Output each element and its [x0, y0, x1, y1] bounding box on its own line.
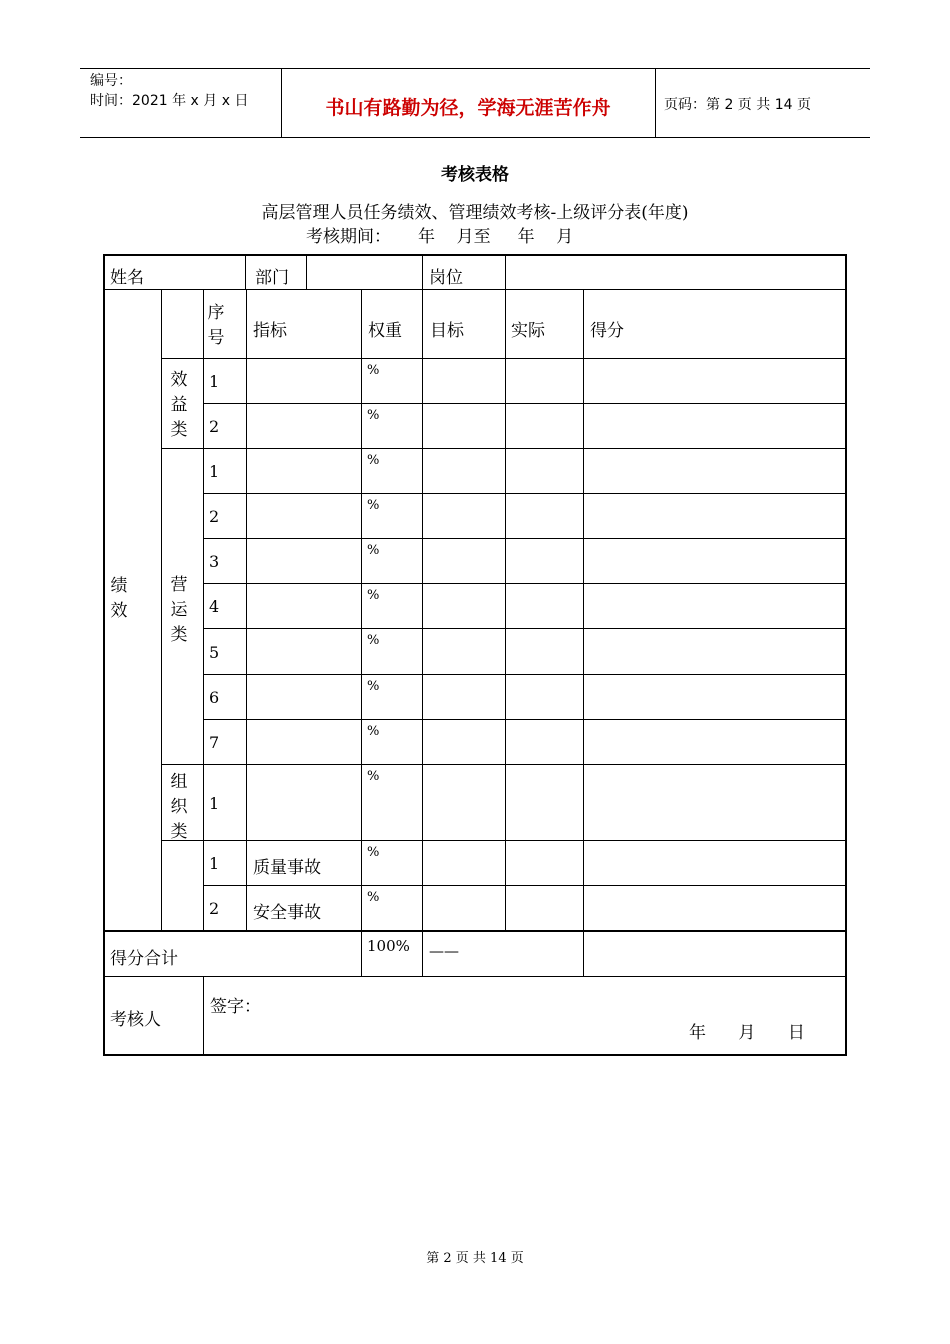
group-performance: 绩效 — [110, 576, 128, 621]
row-line — [161, 448, 845, 449]
assessor-label: 考核人 — [110, 1010, 161, 1030]
weight-percent: % — [367, 498, 380, 513]
col-line — [161, 289, 162, 931]
weight-percent: % — [367, 363, 380, 378]
item-quality-accident: 质量事故 — [253, 858, 321, 878]
row-line — [203, 583, 845, 584]
total-label: 得分合计 — [110, 949, 178, 969]
seq-number: 1 — [209, 372, 220, 391]
row-line — [161, 358, 845, 359]
signature-date: 年 月 日 — [689, 1023, 805, 1043]
category-benefit: 效益类 — [170, 370, 188, 440]
document-header — [80, 68, 870, 138]
col-header-seq: 序号 — [207, 303, 225, 348]
row-line — [203, 885, 845, 886]
col-line — [361, 289, 362, 976]
row-line — [203, 719, 845, 720]
row-line — [105, 289, 845, 290]
doc-title: 考核表格 — [441, 165, 509, 185]
weight-percent: % — [367, 769, 380, 784]
signature-label: 签字： — [210, 997, 261, 1017]
seq-number: 5 — [209, 643, 220, 662]
col-header-index: 指标 — [253, 321, 287, 341]
dept-label: 部门 — [255, 268, 289, 288]
col-header-score: 得分 — [590, 321, 624, 341]
category-organization: 组织类 — [170, 772, 188, 842]
row-line — [203, 403, 845, 404]
page-footer: 第 2 页 共 14 页 — [426, 1251, 524, 1266]
col-line — [245, 256, 246, 289]
weight-percent: % — [367, 453, 380, 468]
col-header-target: 目标 — [430, 321, 464, 341]
row-line — [203, 538, 845, 539]
col-line — [203, 289, 204, 931]
col-line — [246, 289, 247, 931]
col-line — [306, 256, 307, 289]
row-line — [203, 493, 845, 494]
weight-percent: % — [367, 408, 380, 423]
row-line — [105, 976, 845, 977]
col-line — [583, 289, 584, 976]
weight-percent: % — [367, 890, 380, 905]
col-line — [203, 976, 204, 1054]
number-label: 编号： — [90, 73, 132, 89]
motto: 书山有路勤为径，学海无涯苦作舟 — [325, 97, 611, 119]
weight-percent: % — [367, 633, 380, 648]
col-line — [505, 256, 506, 931]
name-label: 姓名 — [110, 268, 144, 288]
assessment-period: 考核期间： 年 月至 年 月 — [306, 227, 574, 247]
col-line — [422, 256, 423, 976]
col-header-weight: 权重 — [368, 321, 402, 341]
row-line — [161, 764, 845, 765]
weight-percent: % — [367, 724, 380, 739]
seq-number: 7 — [209, 733, 220, 752]
seq-number: 1 — [209, 854, 220, 873]
doc-subtitle: 高层管理人员任务绩效、管理绩效考核-上级评分表(年度) — [261, 203, 689, 223]
row-line — [203, 628, 845, 629]
seq-number: 4 — [209, 597, 220, 616]
page-info: 页码：第 2 页 共 14 页 — [664, 97, 811, 113]
weight-percent: % — [367, 543, 380, 558]
seq-number: 6 — [209, 688, 220, 707]
header-divider — [655, 69, 656, 137]
total-dash: —— — [429, 942, 459, 960]
weight-percent: % — [367, 679, 380, 694]
seq-number: 2 — [209, 417, 220, 436]
row-line — [105, 930, 845, 932]
weight-percent: % — [367, 845, 380, 860]
row-line — [161, 840, 845, 841]
seq-number: 1 — [209, 462, 220, 481]
seq-number: 2 — [209, 899, 220, 918]
weight-percent: % — [367, 588, 380, 603]
position-label: 岗位 — [429, 268, 463, 288]
header-meta — [90, 71, 248, 111]
total-weight: 100% — [367, 937, 410, 955]
evaluation-form — [103, 254, 847, 1056]
seq-number: 1 — [209, 794, 220, 813]
row-line — [203, 674, 845, 675]
col-header-actual: 实际 — [511, 321, 545, 341]
seq-number: 2 — [209, 507, 220, 526]
category-operation: 营运类 — [170, 575, 188, 645]
seq-number: 3 — [209, 552, 220, 571]
time-label: 时间：2021 年 x 月 x 日 — [90, 93, 249, 109]
item-safety-accident: 安全事故 — [253, 903, 321, 923]
